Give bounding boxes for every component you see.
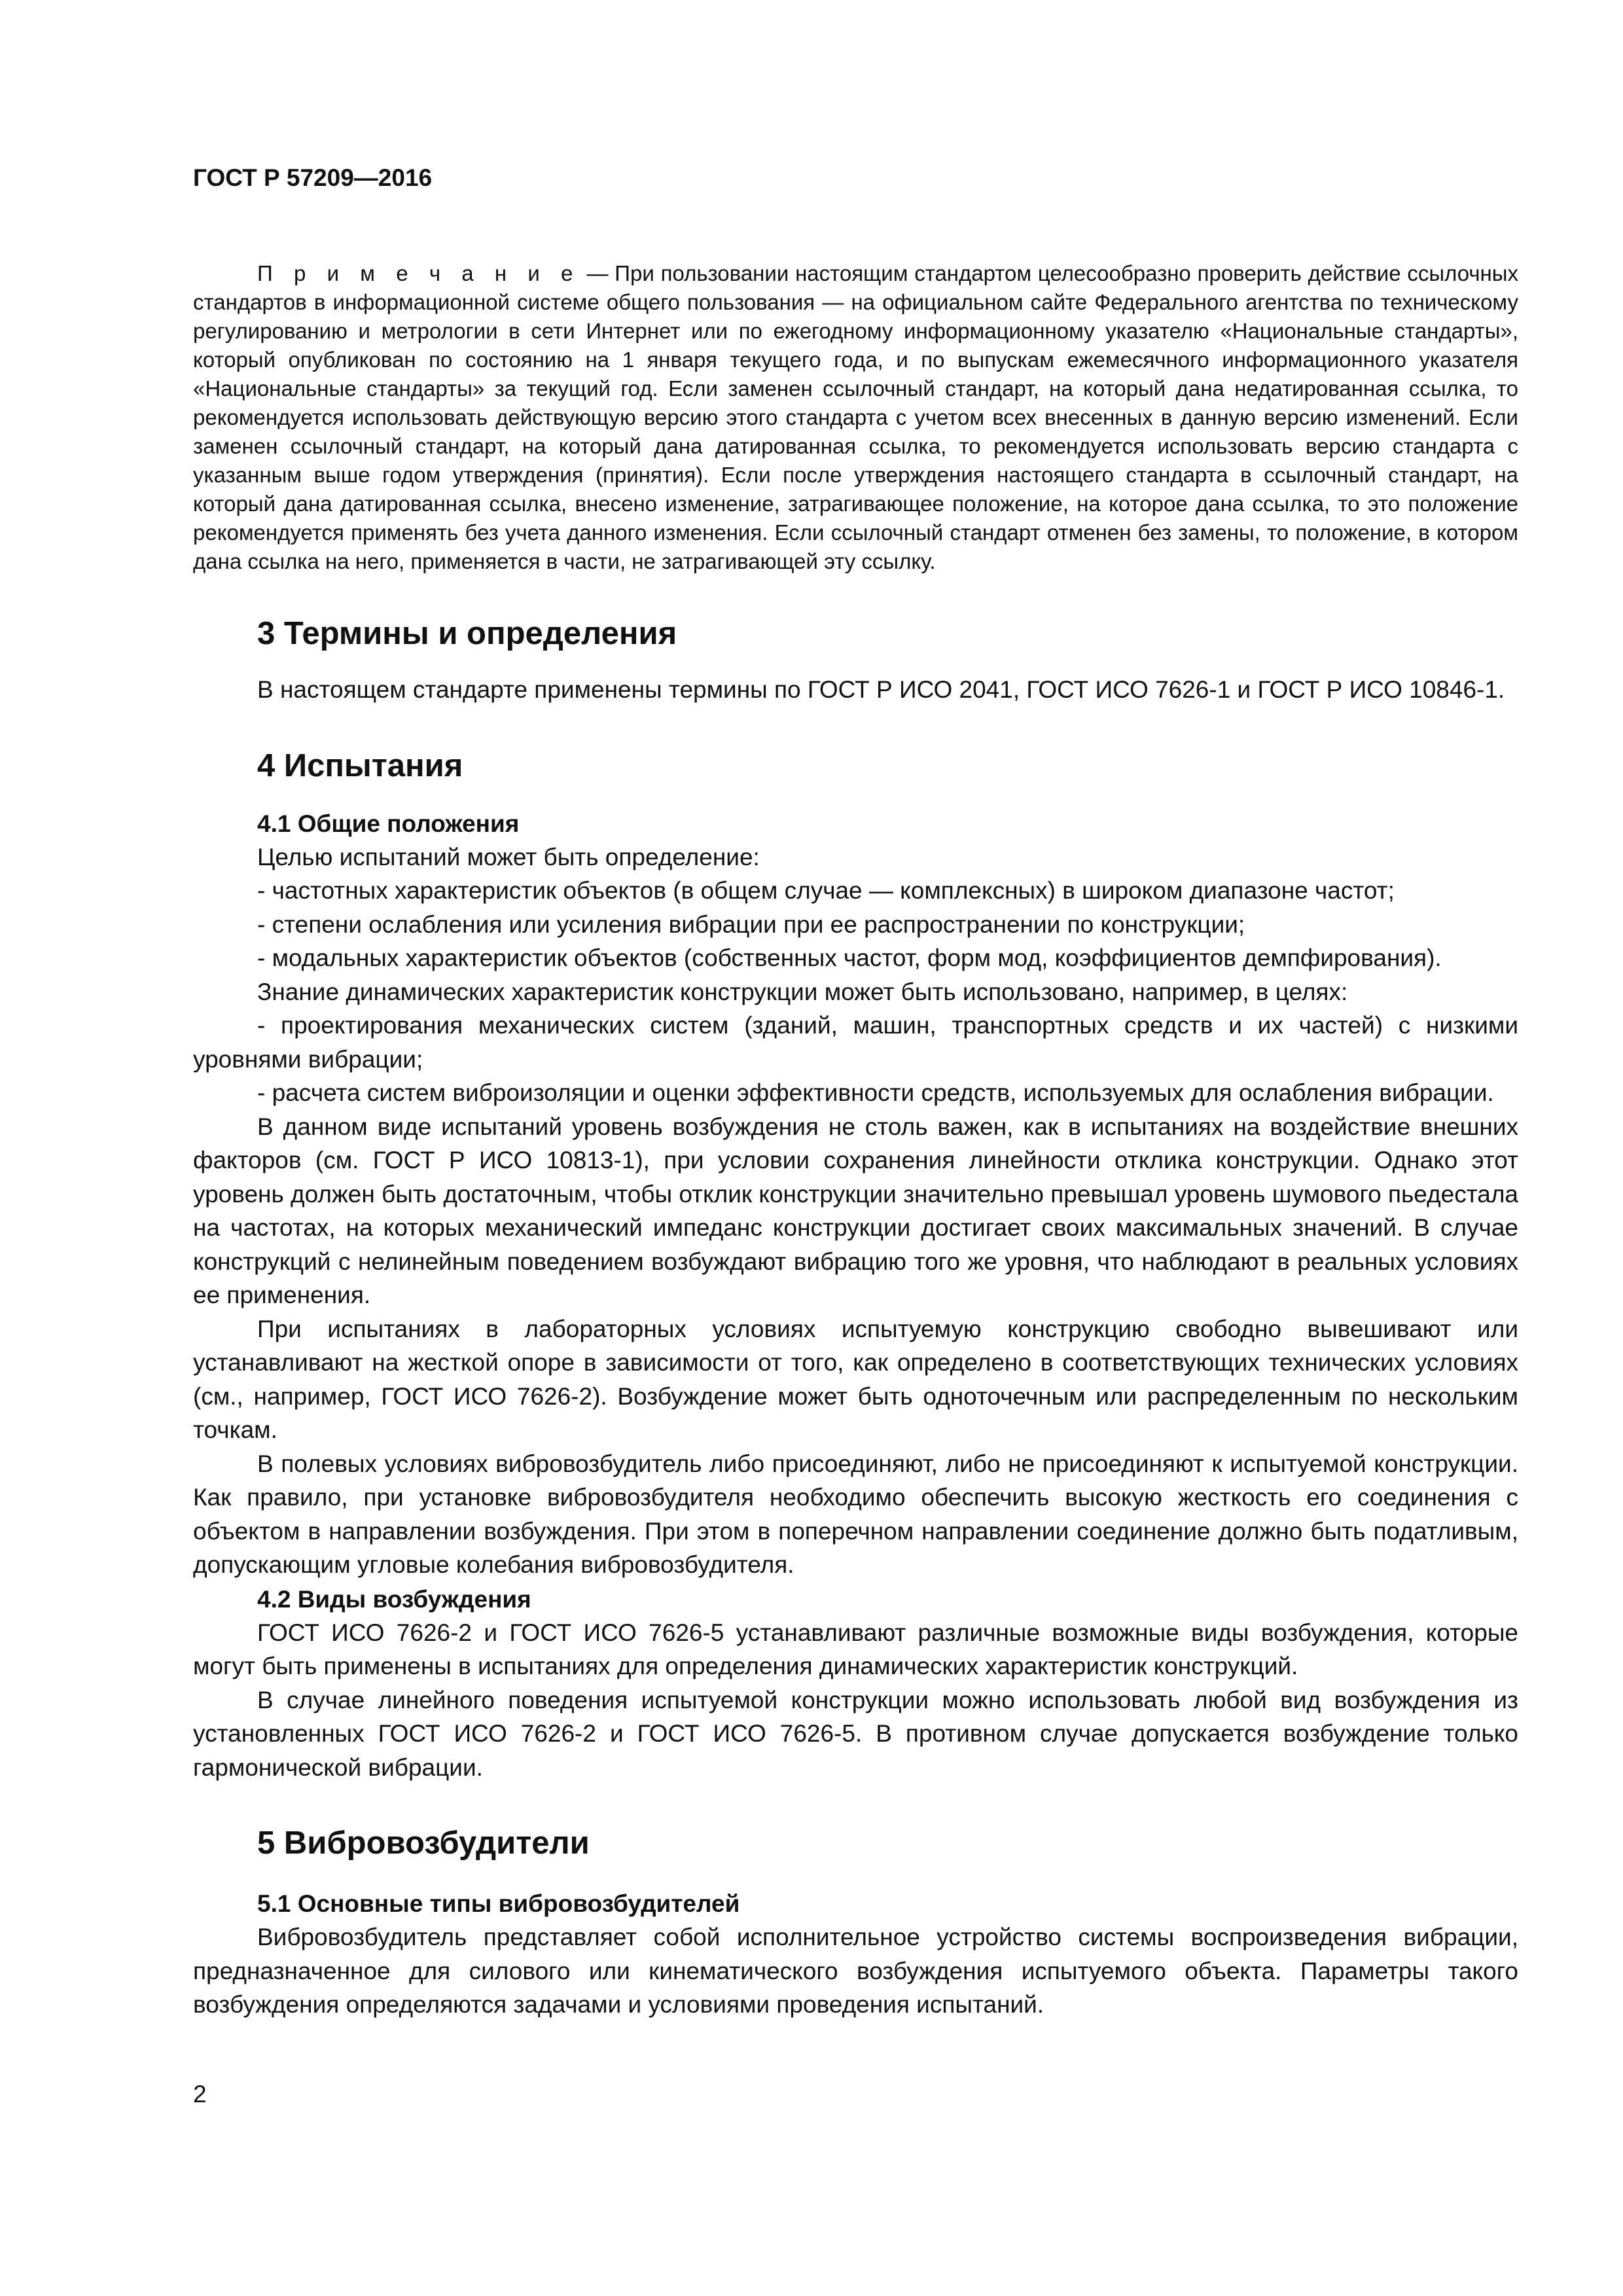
- subsection-4-1-title: 4.1 Общие положения: [257, 810, 520, 837]
- list-item: - модальных характеристик объектов (собственных частот, форм мод, коэффициентов демпфирования).: [257, 944, 1442, 971]
- document-page: [193, 164, 1518, 2022]
- page-number: 2: [193, 2081, 207, 2108]
- list-item: - проектирования механических систем (зданий, машин, транспортных средств и их частей) с низкими уровнями вибрации;: [193, 1012, 1518, 1073]
- paragraph: Вибровозбудитель представляет собой исполнительное устройство системы воспроизведения вибрации, предназначенное для силового или кинематического возбуждения испытуемого объекта. Параметры такого возбуждения определяются задачами и условиями проведения испытаний.: [193, 1924, 1518, 2018]
- paragraph: Целью испытаний может быть определение:: [257, 843, 760, 870]
- list-item: - частотных характеристик объектов (в общем случае — комплексных) в широком диапазоне частот;: [257, 877, 1395, 904]
- note-paragraph: [193, 259, 1518, 576]
- list-item: - расчета систем виброизоляции и оценки эффективности средств, используемых для ослабления вибрации.: [257, 1079, 1494, 1106]
- paragraph: Знание динамических характеристик конструкции может быть использовано, например, в целях:: [257, 978, 1348, 1005]
- section-4-title: 4 Испытания: [257, 747, 463, 783]
- subsection-4-2-title: 4.2 Виды возбуждения: [257, 1585, 531, 1613]
- document-header: ГОСТ Р 57209—2016: [193, 164, 433, 191]
- section-5-title: 5 Вибровозбудители: [257, 1825, 590, 1861]
- list-item: - степени ослабления или усиления вибрации при ее распространении по конструкции;: [257, 910, 1245, 938]
- note-label: П р и м е ч а н и е: [257, 261, 580, 285]
- paragraph: В настоящем стандарте применены термины по ГОСТ Р ИСО 2041, ГОСТ ИСО 7626-1 и ГОСТ Р ИСО 10846-1.: [257, 676, 1505, 703]
- paragraph: В полевых условиях вибровозбудитель либо присоединяют, либо не присоединяют к испытуемой конструкции. Как правило, при установке вибровозбудителя необходимо обеспечить высокую жесткость его соединения с объектом в направлении возбуждения. При этом в поперечном направлении соединение должно быть податливым, допускающим угловые колебания вибровозбудителя.: [193, 1450, 1518, 1578]
- paragraph: В данном виде испытаний уровень возбуждения не столь важен, как в испытаниях на воздействие внешних факторов (см. ГОСТ Р ИСО 10813-1), при условии сохранения линейности отклика конструкции. Однако этот уровень должен быть достаточным, чтобы отклик конструкции значительно превышал уровень шумового пьедестала на частотах, на которых механический импеданс конструкции достигает своих максимальных значений. В случае конструкций с нелинейным поведением возбуждают вибрацию того же уровня, что наблюдают в реальных условиях ее применения.: [193, 1113, 1519, 1308]
- subsection-5-1-title: 5.1 Основные типы вибровозбудителей: [257, 1890, 740, 1917]
- note-block: [193, 259, 1518, 576]
- subsection-4-1-body: [193, 840, 1518, 1582]
- section-3-title: 3 Термины и определения: [257, 616, 677, 651]
- paragraph: ГОСТ ИСО 7626-2 и ГОСТ ИСО 7626-5 устанавливают различные возможные виды возбуждения, которые могут быть применены в испытаниях для определения динамических характеристик конструкций.: [193, 1619, 1518, 1679]
- paragraph: При испытаниях в лабораторных условиях испытуемую конструкцию свободно вывешивают или устанавливают на жесткой опоре в зависимости от того, как определено в соответствующих технических условиях (см., например, ГОСТ ИСО 7626-2). Возбуждение может быть одноточечным или распределенным по нескольким точкам.: [193, 1315, 1518, 1443]
- section-3-body: [193, 673, 1518, 707]
- subsection-5-1-body: [193, 1920, 1518, 2022]
- paragraph: В случае линейного поведения испытуемой конструкции можно использовать любой вид возбуждения из установленных ГОСТ ИСО 7626-2 и ГОСТ ИСО 7626-5. В противном случае допускается возбуждение только гармонической вибрации.: [193, 1686, 1518, 1781]
- subsection-4-2-body: [193, 1616, 1518, 1785]
- note-text: — При пользовании настоящим стандартом целесообразно проверить действие ссылочных стандартов в информационной системе общего пользования — на официальном сайте Федерального агентства по техническому регулированию и метрологии в сети Интернет или по ежегодному информационному указателю «Национальные стандарты», который опубликован по состоянию на 1 января текущего года, и по выпускам ежемесячного информационного указателя «Национальные стандарты» за текущий год. Если заменен ссылочный стандарт, на который дана недатированная ссылка, то рекомендуется использовать действующую версию этого стандарта с учетом всех внесенных в данную версию изменений. Если заменен ссылочный стандарт, на который дана датированная ссылка, то рекомендуется использовать версию стандарта с указанным выше годом утверждения (принятия). Если после утверждения настоящего стандарта в ссылочный стандарт, на который дана датированная ссылка, внесено изменение, затрагивающее положение, на которое дана ссылка, то это положение рекомендуется применять без учета данного изменения. Если ссылочный стандарт отменен без замены, то положение, в котором дана ссылка на него, применяется в части, не затрагивающей эту ссылку.: [193, 261, 1518, 573]
